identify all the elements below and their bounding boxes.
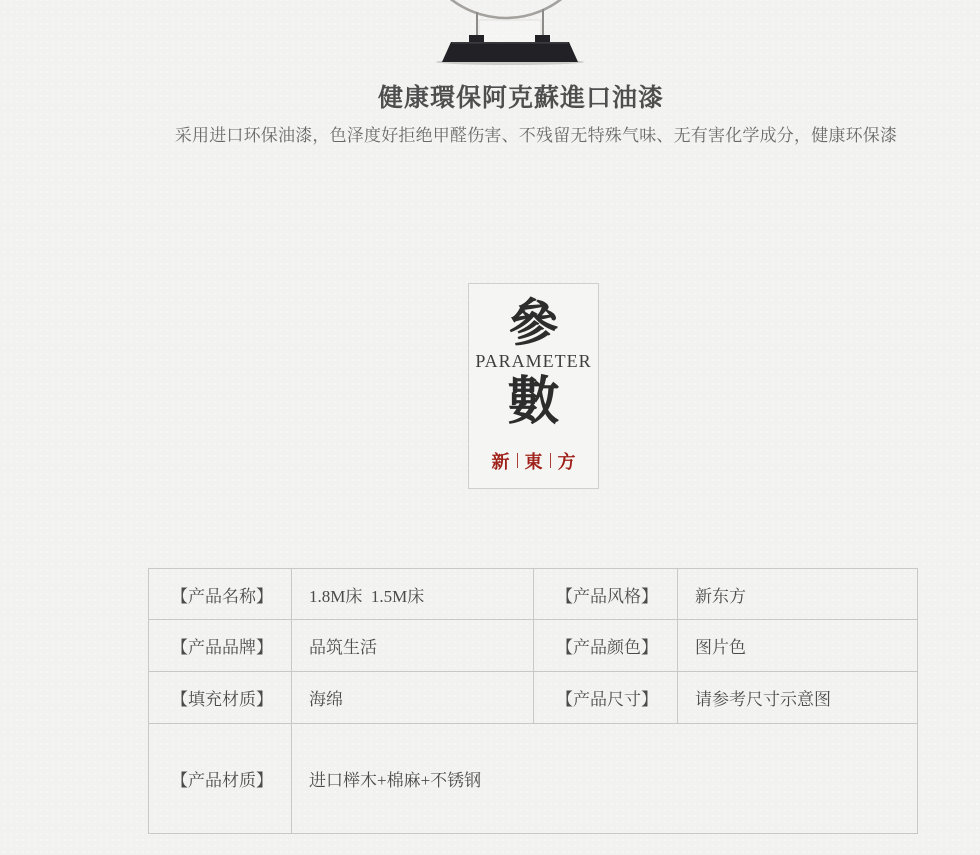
spec-value-material: 进口榉木+棉麻+不锈钢 xyxy=(292,724,918,834)
section-subtitle: 采用进口环保油漆，色泽度好拒绝甲醛伤害、不残留无特殊气味、无有害化学成分，健康环保漆 xyxy=(174,126,898,145)
ornament-base xyxy=(442,42,578,62)
badge-char-top: 參 xyxy=(508,295,559,351)
ring-ornament-image xyxy=(400,0,620,66)
brand-divider xyxy=(550,453,551,468)
spec-label-color: 【产品颜色】 xyxy=(534,620,678,672)
spec-value-product-name: 1.8M床 1.5M床 xyxy=(292,569,534,620)
table-row xyxy=(149,672,918,724)
badge-char-bottom: 數 xyxy=(507,373,560,431)
brand-char: 新 xyxy=(491,451,510,472)
parameter-badge xyxy=(468,283,599,489)
spec-value-style: 新东方 xyxy=(678,569,918,620)
brand-char: 方 xyxy=(557,451,576,472)
spec-label-material: 【产品材质】 xyxy=(149,724,292,834)
spec-label-filling: 【填充材质】 xyxy=(149,672,292,724)
section-title: 健康環保阿克蘇進口油漆 xyxy=(377,84,664,112)
spec-value-size: 请参考尺寸示意图 xyxy=(678,672,918,724)
product-spec-table xyxy=(148,568,918,834)
spec-label-size: 【产品尺寸】 xyxy=(534,672,678,724)
brand-logotype xyxy=(492,448,576,474)
spec-value-filling: 海绵 xyxy=(292,672,534,724)
badge-latin-label: PARAMETER xyxy=(475,351,592,371)
spec-value-brand: 品筑生活 xyxy=(292,620,534,672)
spec-label-brand: 【产品品牌】 xyxy=(149,620,292,672)
brand-divider xyxy=(517,453,518,468)
spec-label-product-name: 【产品名称】 xyxy=(149,569,292,620)
table-row xyxy=(149,569,918,620)
spec-label-style: 【产品风格】 xyxy=(534,569,678,620)
spec-value-color: 图片色 xyxy=(678,620,918,672)
metal-ring-icon xyxy=(416,0,596,18)
table-row xyxy=(149,724,918,834)
brand-char: 東 xyxy=(524,451,543,472)
table-row xyxy=(149,620,918,672)
glass-panel xyxy=(479,20,541,44)
